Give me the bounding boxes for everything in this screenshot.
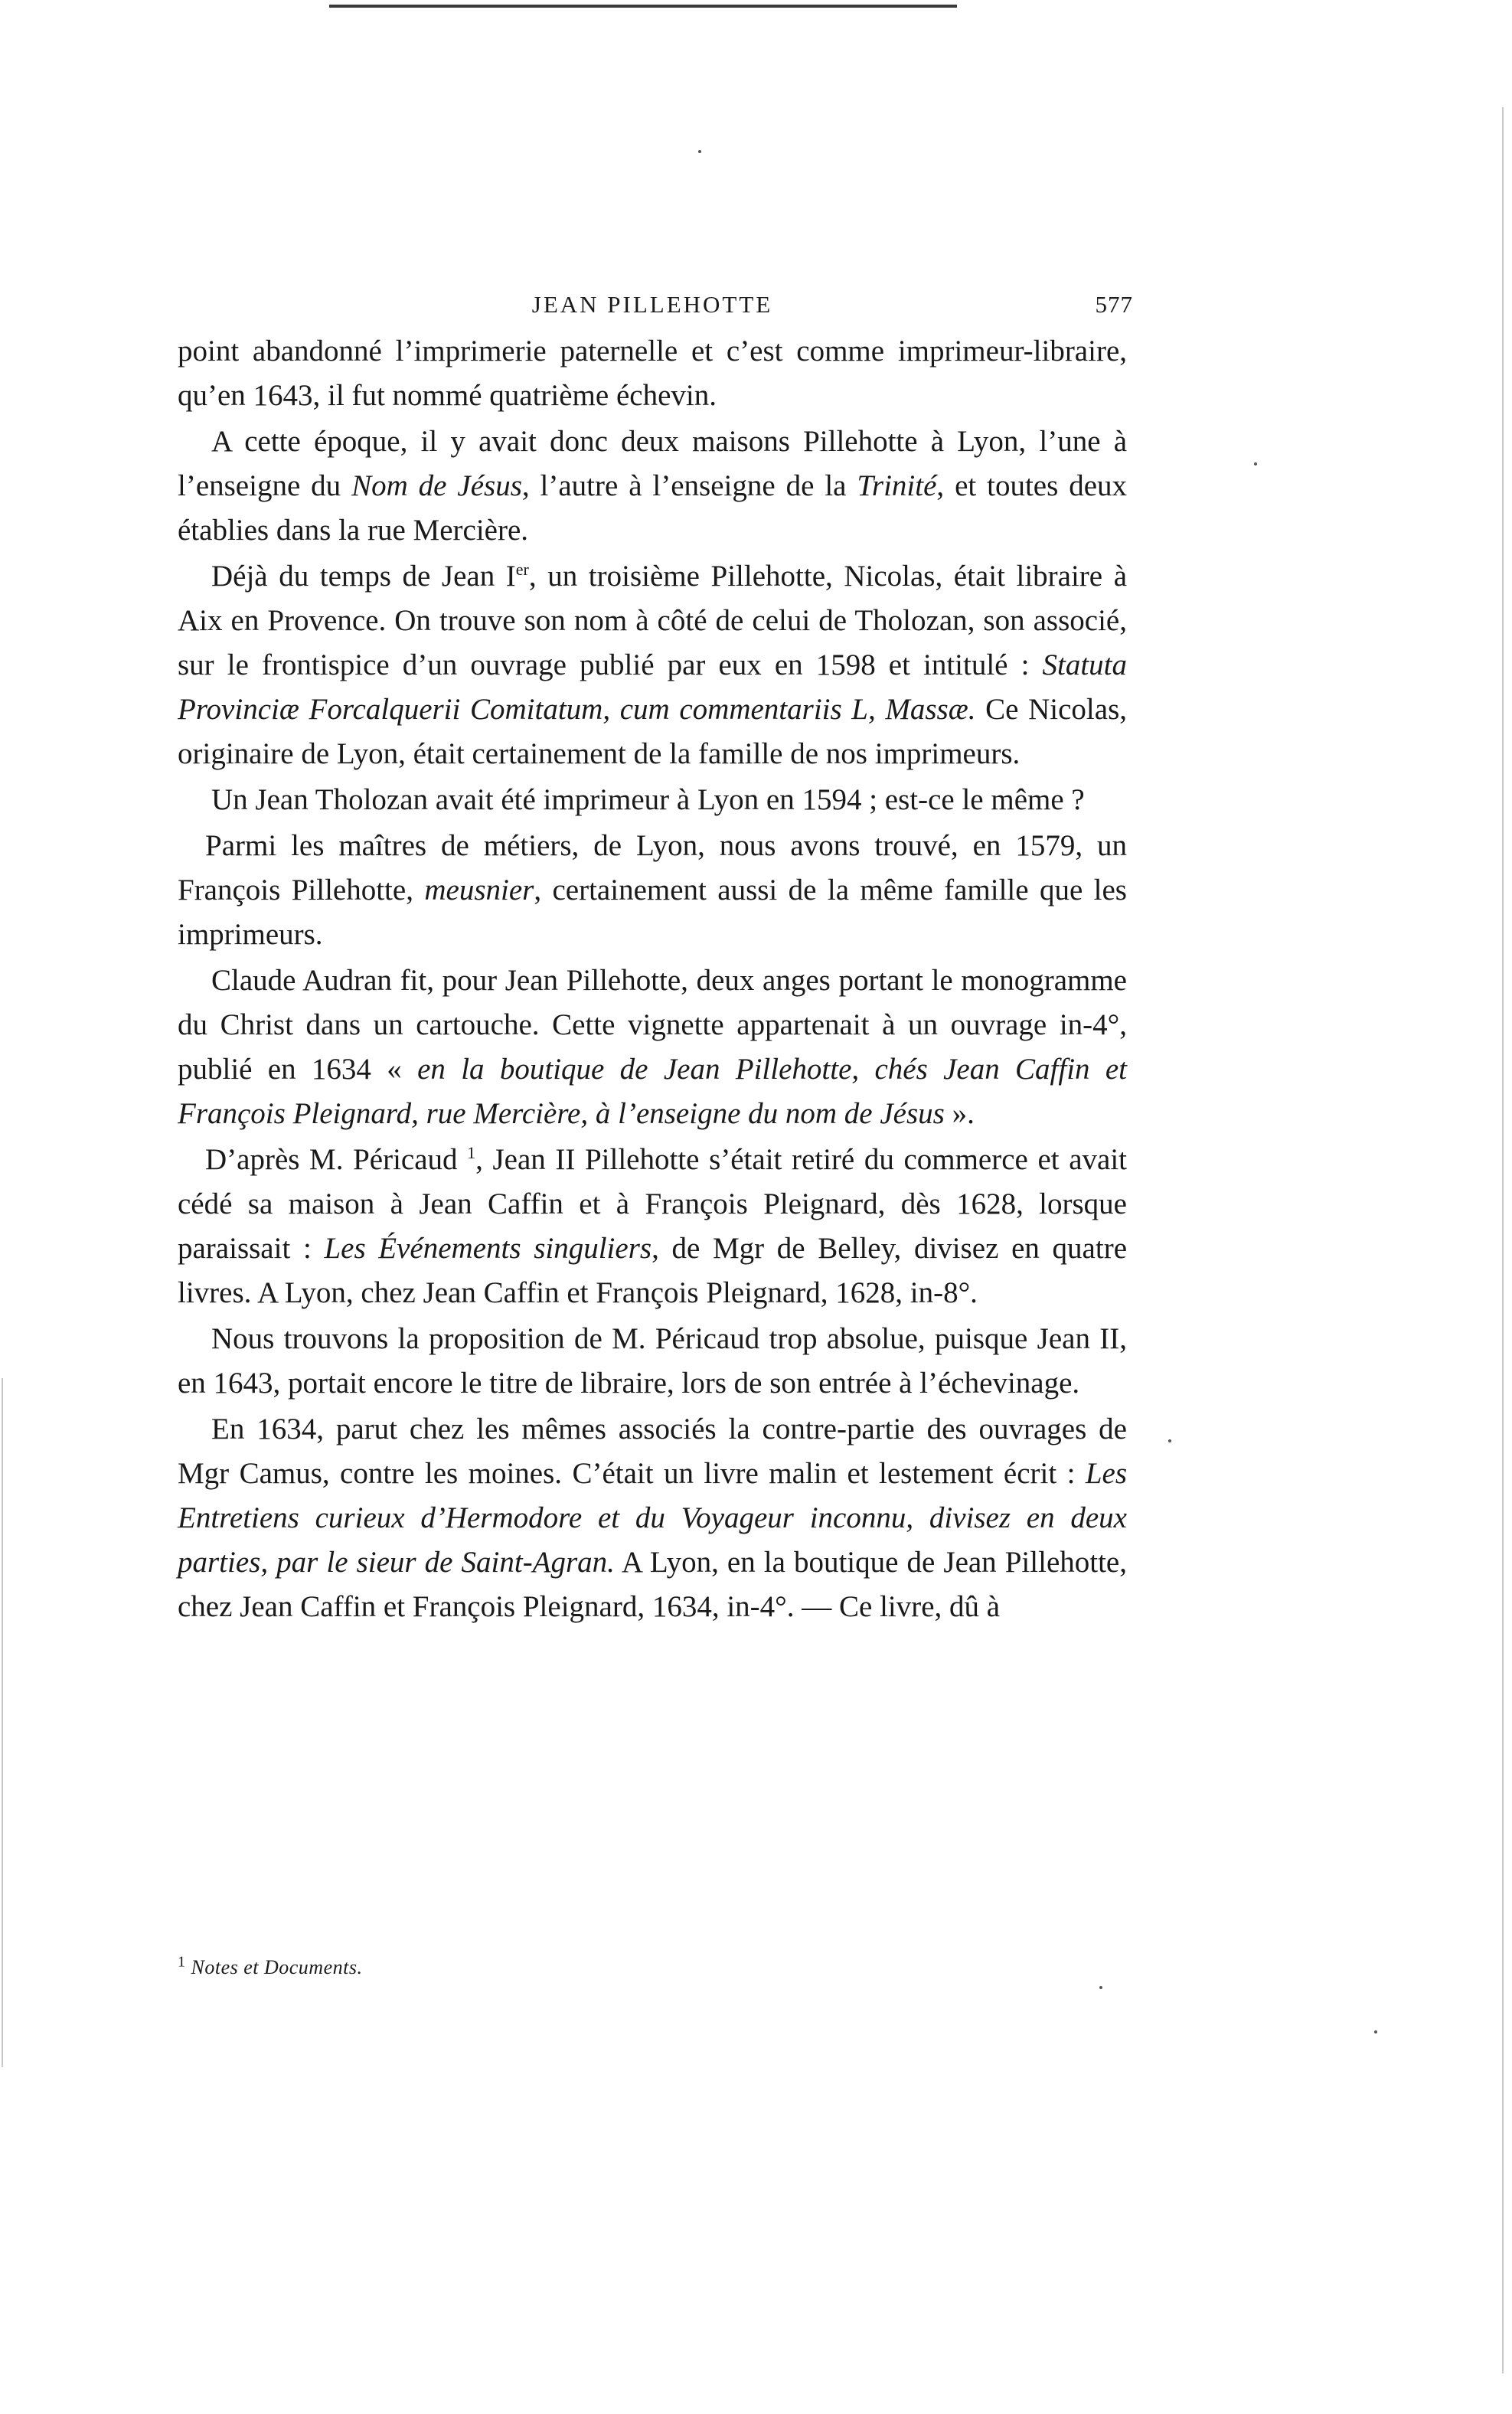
text-run: Claude Audran fit, pour Jean Pillehotte, deux anges portant le monogramme du Christ dans un cartouche. Cette vignette appartenait à un ouvrage in-4°, publié en 1634 « xyxy=(178,964,1127,1086)
text-run: Un Jean Tholozan avait été imprimeur à Lyon en 1594 ; est-ce le même ? xyxy=(211,783,1085,816)
paragraph xyxy=(178,1407,1127,1629)
running-title: JEAN PILLEHOTTE xyxy=(531,291,773,318)
footnote-marker: 1 xyxy=(178,1953,186,1971)
top-edge-rule xyxy=(329,5,957,8)
text-run: , Jean II Pillehotte s’était retiré du commerce et avait cédé sa maison à Jean Caffin et à François Pleignard, dès 1628, lorsque paraissait : xyxy=(178,1143,1128,1265)
text-run: En 1634, parut chez les mêmes associés la contre-partie des ouvrages de Mgr Camus, contre les moines. C’était un livre malin et lestement écrit : xyxy=(178,1413,1127,1490)
print-speck xyxy=(698,150,701,153)
print-speck xyxy=(1168,1439,1171,1442)
superscript: 1 xyxy=(467,1143,476,1162)
print-speck xyxy=(1374,2030,1377,2033)
paragraph xyxy=(178,420,1127,553)
text-run: Nous trouvons la proposition de M. Péricaud trop absolue, puisque Jean II, en 1643, portait encore le titre de libraire, lors de son entrée à l’échevinage. xyxy=(178,1322,1127,1400)
superscript: er xyxy=(515,560,529,579)
footnote-text: Notes et Documents. xyxy=(191,1956,363,1978)
text-run: point abandonné l’imprimerie paternelle et c’est comme imprimeur-libraire, qu’en 1643, il fut nommé quatrième échevin. xyxy=(178,335,1127,412)
page-number: 577 xyxy=(1095,291,1133,318)
page-edge-line xyxy=(1502,107,1504,2373)
running-head xyxy=(178,291,1133,329)
text-run: , l’autre à l’enseigne de la xyxy=(521,469,857,502)
text-run: , et toutes deux établies dans la rue Mercière. xyxy=(178,469,1128,547)
print-speck xyxy=(1254,462,1257,465)
italic-text: Les Événements singuliers xyxy=(324,1232,652,1265)
text-run: Parmi les maîtres de métiers, de Lyon, nous avons trouvé, en 1579, un François Pillehotte, xyxy=(178,829,1127,906)
text-run: , certainement aussi de la même famille que les imprimeurs. xyxy=(178,874,1127,951)
paragraph xyxy=(178,329,1127,418)
italic-text: en la boutique de Jean Pillehotte, chés Jean Caffin et François Pleignard, rue Mercière, à l’enseigne du nom de Jésus xyxy=(178,1053,1128,1130)
paragraph xyxy=(178,554,1127,776)
text-run: ». xyxy=(944,1097,975,1130)
text-run: D’après M. Péricaud xyxy=(205,1143,468,1176)
paragraph xyxy=(178,959,1127,1136)
text-run: Ce Nicolas, originaire de Lyon, était certainement de la famille de nos imprimeurs. xyxy=(178,693,1127,770)
paragraph xyxy=(178,1138,1127,1315)
text-run: Déjà du temps de Jean I xyxy=(211,560,516,593)
paragraph xyxy=(178,778,1127,822)
body-text xyxy=(178,329,1127,1629)
text-run: , un troisième Pillehotte, Nicolas, était libraire à Aix en Provence. On trouve son nom à côté de celui de Tholozan, son associé, sur le frontispice d’un ouvrage publié par eux en 1598 et intitulé : xyxy=(178,560,1127,681)
text-run: , de Mgr de Belley, divisez en quatre livres. A Lyon, chez Jean Caffin et François Pleignard, 1628, in-8°. xyxy=(178,1232,1128,1309)
italic-text: Les Entretiens curieux d’Hermodore et du Voyageur inconnu, divisez en deux parties, par le sieur de Saint-Agran. xyxy=(178,1457,1127,1579)
page-edge-line-left xyxy=(2,1378,3,2067)
text-run: A cette époque, il y avait donc deux maisons Pillehotte à Lyon, l’une à l’enseigne du xyxy=(178,425,1127,502)
italic-text: meusnier xyxy=(424,874,534,906)
footnote xyxy=(178,1953,363,1979)
paragraph xyxy=(178,1317,1127,1406)
italic-text: Trinité xyxy=(857,469,937,502)
italic-text: Nom de Jésus xyxy=(351,469,522,502)
page-content xyxy=(178,291,1133,1631)
paragraph xyxy=(178,824,1127,957)
italic-text: Statuta Provinciæ Forcalquerii Comitatum, cum commentariis L, Massæ. xyxy=(178,648,1127,726)
text-run: A Lyon, en la boutique de Jean Pillehotte, chez Jean Caffin et François Pleignard, 1634, in-4°. — Ce livre, dû à xyxy=(178,1546,1127,1623)
print-speck xyxy=(1099,1986,1102,1989)
